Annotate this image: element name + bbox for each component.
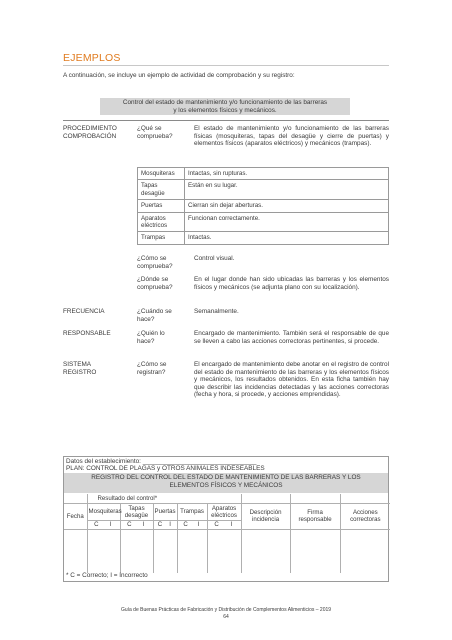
- sistema-label: SISTEMA REGISTRO: [63, 361, 97, 376]
- table-row: [64, 529, 390, 573]
- elements-table: [137, 167, 389, 245]
- como-answer: Control visual.: [194, 255, 235, 262]
- ci-label: C: [183, 521, 188, 528]
- fecha-header: Fecha: [64, 503, 87, 529]
- sistema-question: ¿Cómo se registran?: [137, 361, 167, 376]
- ci-label: I: [142, 521, 145, 528]
- col-header-aparatos: Aparatos eléctricos: [207, 503, 241, 520]
- sistema-answer: El encargado de mantenimiento debe anotar en el registro de control del estado de mantenimiento de las barreras y los elementos físicos y mecánicos, los resultados obtenidos. En esta ficha también hay que describir las incidencias detectadas y las acciones correctoras (fecha y hora, si procede, y acciones emprendidas).: [194, 361, 389, 399]
- responsable-label: RESPONSABLE: [63, 330, 111, 337]
- registro-title: REGISTRO DEL CONTROL DEL ESTADO DE MANTENIMIENTO DE LAS BARRERAS Y LOS ELEMENTOS FÍSICOS Y MECÁNICOS: [64, 473, 388, 493]
- heading-divider: [63, 65, 389, 66]
- acciones-header: Acciones correctoras: [340, 503, 390, 529]
- resultado-header: Resultado del control*: [87, 494, 241, 503]
- element-state: Intactas.: [185, 232, 389, 244]
- frecuencia-answer: Semanalmente.: [194, 308, 239, 315]
- page-footer: Guía de Buenas Prácticas de Fabricación y Distribución de Complementos Alimenticios – 2019: [120, 607, 332, 613]
- procedure-divider: [63, 120, 389, 121]
- ci-label: I: [197, 521, 200, 528]
- table-row: [138, 200, 389, 212]
- form-footnote: * C = Correcto; I = Incorrecto: [66, 572, 148, 579]
- banner-line-2: y los elementos físicos y mecánicos.: [173, 107, 277, 114]
- que-question: ¿Qué se comprueba?: [137, 125, 173, 140]
- table-row: [138, 212, 389, 232]
- table-row: [138, 232, 389, 244]
- table-row: [64, 494, 390, 503]
- ci-label: I: [230, 521, 233, 528]
- frecuencia-label: FRECUENCIA: [63, 308, 105, 315]
- ci-label: C: [214, 521, 219, 528]
- table-row: [138, 168, 389, 180]
- col-header-tapas: Tapas desagüe: [120, 503, 153, 520]
- registro-grid: [64, 494, 390, 573]
- responsable-question: ¿Quién lo hace?: [137, 330, 165, 345]
- col-header-trampas: Trampas: [177, 503, 207, 520]
- procedimiento-label: PROCEDIMIENTO COMPROBACIÓN: [63, 125, 117, 140]
- ci-label: I: [169, 521, 171, 528]
- table-row: [138, 180, 389, 200]
- element-name: Puertas: [138, 200, 185, 212]
- section-heading: EJEMPLOS: [63, 52, 121, 64]
- element-state: Cierran sin dejar aberturas.: [185, 200, 389, 212]
- example-banner: [100, 98, 350, 115]
- element-name: Mosquiteras: [138, 168, 185, 180]
- que-answer: El estado de mantenimiento y/o funcionamiento de las barreras físicas (mosquiteras, tapas del desagüe y cierre de puertas) y elementos físicos (aparatos eléctricos) y mecánicos (trampas).: [194, 125, 389, 148]
- donde-answer: En el lugar donde han sido ubicadas las barreras y los elementos físicos y mecánicos (se adjunta plano con su localización).: [194, 276, 389, 291]
- ci-label: C: [94, 521, 99, 528]
- table-row: [64, 503, 390, 520]
- col-header-mosquiteras: Mosquiteras: [87, 503, 120, 520]
- ci-label: C: [127, 521, 132, 528]
- ci-label: C: [157, 521, 163, 528]
- element-state: Están en su lugar.: [185, 180, 389, 200]
- registro-form: [63, 456, 389, 582]
- element-state: Funcionan correctamente.: [185, 212, 389, 232]
- descripcion-header: Descripción incidencia: [241, 503, 290, 529]
- col-header-puertas: Puertas: [153, 503, 177, 520]
- responsable-answer: Encargado de mantenimiento. También será el responsable de que se lleven a cabo las acciones correctoras pertinentes, si procede.: [194, 330, 389, 345]
- frecuencia-question: ¿Cuándo se hace?: [137, 308, 172, 323]
- donde-question: ¿Dónde se comprueba?: [137, 276, 173, 291]
- plan-title: PLAN: CONTROL DE PLAGAS y OTROS ANIMALES INDESEABLES: [66, 465, 265, 472]
- como-question: ¿Cómo se comprueba?: [137, 255, 173, 270]
- banner-line-1: Control del estado de mantenimiento y/o funcionamiento de las barreras: [122, 99, 328, 106]
- element-name: Aparatos eléctricos: [138, 212, 185, 232]
- firma-header: Firma responsable: [290, 503, 340, 529]
- intro-text: A continuación, se incluye un ejemplo de actividad de comprobación y su registro:: [63, 72, 295, 79]
- element-name: Tapas desagüe: [138, 180, 185, 200]
- ci-label: I: [109, 521, 112, 528]
- establishment-field: Datos del establecimiento: ________________________________: [66, 458, 257, 465]
- element-state: Intactas, sin rupturas.: [185, 168, 389, 180]
- element-name: Trampas: [138, 232, 185, 244]
- page-number: 64: [223, 614, 229, 620]
